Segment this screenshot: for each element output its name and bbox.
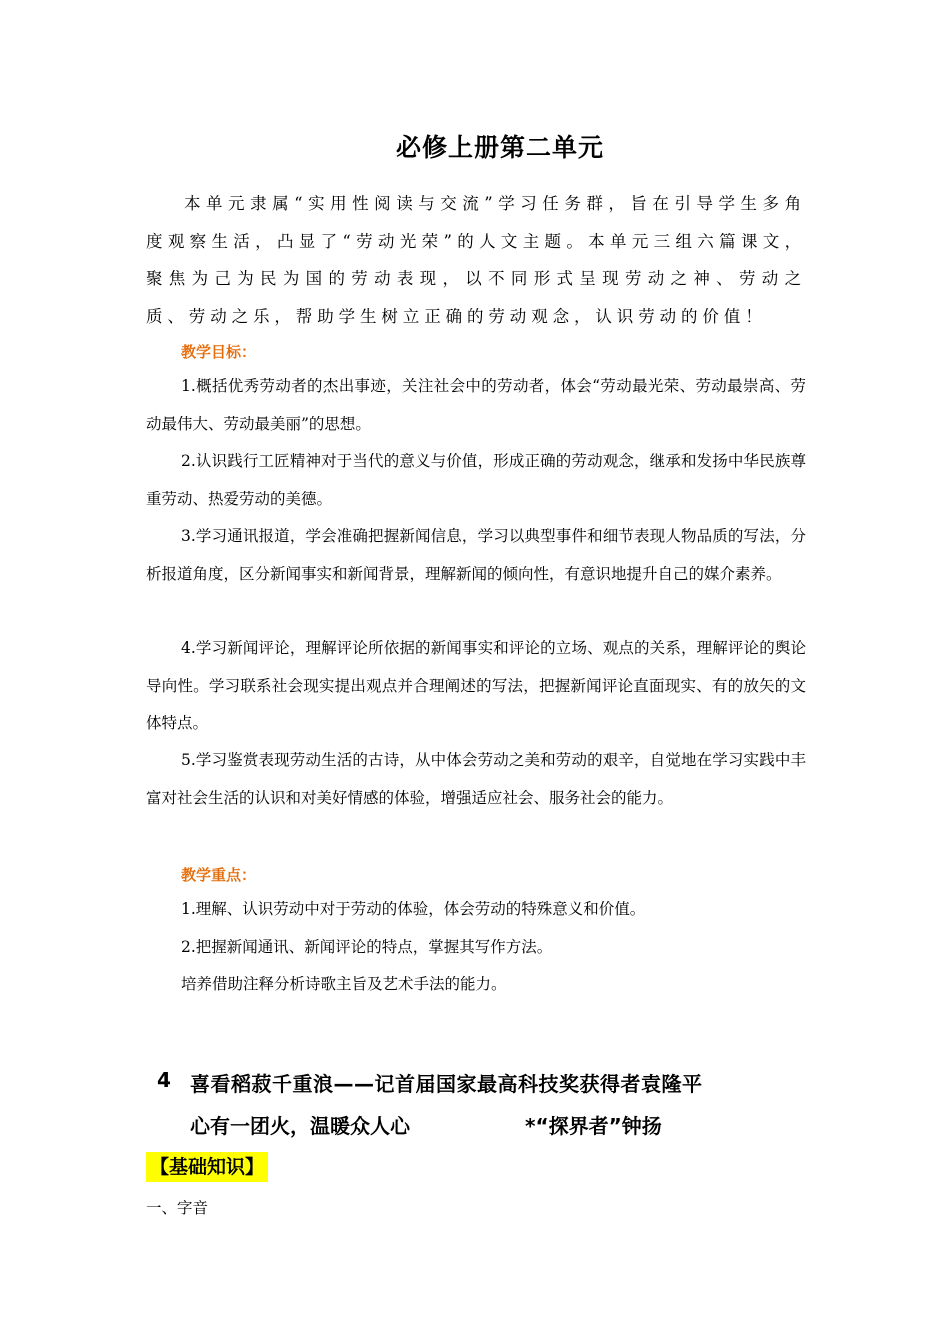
- lesson-subtitle-1: 心有一团火，温暖众人心: [190, 1114, 410, 1138]
- goal-item-5: 5.学习鉴赏表现劳动生活的古诗，从中体会劳动之美和劳动的艰辛，自觉地在学习实践中丰富对社会生活的认识和对美好情感的体验，增强适应社会、服务社会的能力。: [146, 751, 806, 807]
- unit-intro: 本单元隶属“实用性阅读与交流”学习任务群，旨在引导学生多角度观察生活，凸显了“劳动光荣”的人文主题。本单元三组六篇课文，聚焦为己为民为国的劳动表现，以不同形式呈现劳动之神、劳动之质、劳动之乐，帮助学生树立正确的劳动观念，认识劳动的价值！: [146, 194, 806, 326]
- pronunciation-heading: 一、字音: [146, 1199, 209, 1217]
- lesson-number: 4: [157, 1068, 171, 1092]
- basic-knowledge-heading: 【基础知识】: [146, 1152, 268, 1182]
- page-title: 必修上册第二单元: [395, 133, 604, 162]
- goal-item-2: 2.认识践行工匠精神对于当代的意义与价值，形成正确的劳动观念，继承和发扬中华民族尊重劳动、热爱劳动的美德。: [146, 452, 806, 508]
- goal-item-1: 1.概括优秀劳动者的杰出事迹，关注社会中的劳动者，体会“劳动最光荣、劳动最崇高、劳动最伟大、劳动最美丽”的思想。: [146, 377, 806, 433]
- focus-item-1: 1.理解、认识劳动中对于劳动的体验，体会劳动的特殊意义和价值。: [181, 900, 646, 918]
- focus-item-2: 2.把握新闻通讯、新闻评论的特点，掌握其写作方法。: [181, 938, 553, 956]
- goal-item-4: 4.学习新闻评论，理解评论所依据的新闻事实和评论的立场、观点的关系，理解评论的舆论导向性。学习联系社会现实提出观点并合理阐述的写法，把握新闻评论直面现实、有的放矢的文体特点。: [146, 639, 806, 732]
- lesson-subtitle-2: *“探界者”钟扬: [525, 1114, 662, 1138]
- lesson-title: 喜看稻菽千重浪——记首届国家最高科技奖获得者袁隆平: [190, 1072, 703, 1096]
- goals-heading: 教学目标：: [181, 343, 257, 361]
- focus-heading: 教学重点：: [181, 866, 257, 884]
- goal-item-3: 3.学习通讯报道，学会准确把握新闻信息，学习以典型事件和细节表现人物品质的写法，分析报道角度，区分新闻事实和新闻背景，理解新闻的倾向性，有意识地提升自己的媒介素养。: [146, 527, 806, 583]
- focus-item-3: 培养借助注释分析诗歌主旨及艺术手法的能力。: [181, 975, 507, 993]
